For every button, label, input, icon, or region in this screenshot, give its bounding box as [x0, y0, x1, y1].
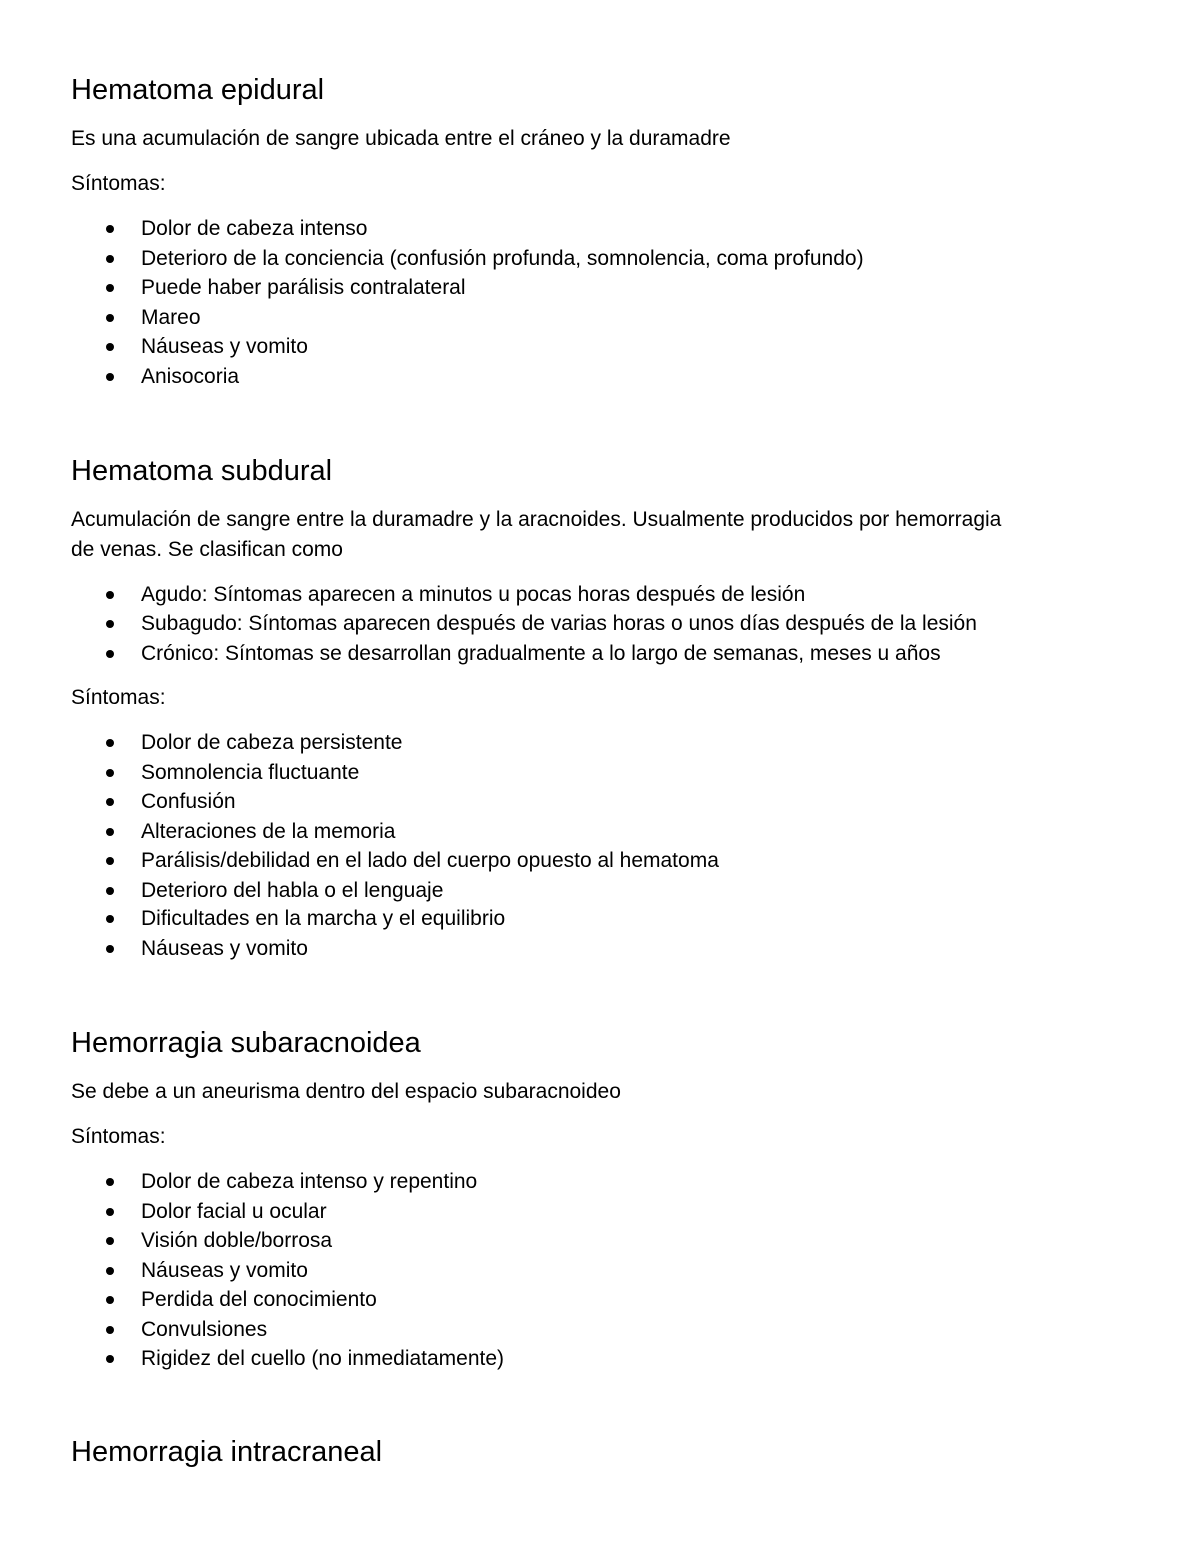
section-intro: de venas. Se clasifican como — [71, 538, 343, 561]
bullet-icon — [106, 620, 114, 628]
list-item: Dolor de cabeza persistente — [141, 731, 403, 754]
list-item: Náuseas y vomito — [141, 937, 308, 960]
section-intro: Es una acumulación de sangre ubicada entre el cráneo y la duramadre — [71, 127, 731, 150]
list-item: Parálisis/debilidad en el lado del cuerpo opuesto al hematoma — [141, 849, 719, 872]
symptoms-label: Síntomas: — [71, 686, 166, 709]
bullet-icon — [106, 857, 114, 865]
bullet-icon — [106, 828, 114, 836]
list-item: Dolor de cabeza intenso — [141, 217, 368, 240]
list-item: Somnolencia fluctuante — [141, 761, 360, 784]
list-item: Anisocoria — [141, 365, 240, 388]
bullet-icon — [106, 769, 114, 777]
list-item: Subagudo: Síntomas aparecen después de varias horas o unos días después de la lesión — [141, 612, 977, 635]
list-item: Agudo: Síntomas aparecen a minutos u pocas horas después de lesión — [141, 583, 806, 606]
bullet-icon — [106, 887, 114, 895]
bullet-icon — [106, 1326, 114, 1334]
section-intro: Se debe a un aneurisma dentro del espacio subaracnoideo — [71, 1080, 621, 1103]
list-item: Dolor facial u ocular — [141, 1200, 327, 1223]
bullet-icon — [106, 739, 114, 747]
list-item: Náuseas y vomito — [141, 1259, 308, 1282]
list-item: Dificultades en la marcha y el equilibrio — [141, 907, 506, 930]
bullet-icon — [106, 284, 114, 292]
list-item: Confusión — [141, 790, 236, 813]
symptoms-label: Síntomas: — [71, 172, 166, 195]
list-item: Deterioro de la conciencia (confusión profunda, somnolencia, coma profundo) — [141, 247, 864, 270]
section-heading-hemorragia-intracraneal: Hemorragia intracraneal — [71, 1436, 383, 1468]
bullet-icon — [106, 1237, 114, 1245]
section-heading-hematoma-epidural: Hematoma epidural — [71, 74, 325, 106]
section-heading-hematoma-subdural: Hematoma subdural — [71, 455, 333, 487]
list-item: Puede haber parálisis contralateral — [141, 276, 466, 299]
bullet-icon — [106, 255, 114, 263]
list-item: Convulsiones — [141, 1318, 268, 1341]
bullet-icon — [106, 591, 114, 599]
section-intro: Acumulación de sangre entre la duramadre y la aracnoides. Usualmente producidos por hemorragia — [71, 508, 1002, 531]
list-item: Visión doble/borrosa — [141, 1229, 333, 1252]
list-item: Perdida del conocimiento — [141, 1288, 377, 1311]
bullet-icon — [106, 798, 114, 806]
section-heading-hemorragia-subaracnoidea: Hemorragia subaracnoidea — [71, 1027, 421, 1059]
bullet-icon — [106, 650, 114, 658]
bullet-icon — [106, 1178, 114, 1186]
bullet-icon — [106, 945, 114, 953]
bullet-icon — [106, 1267, 114, 1275]
list-item: Deterioro del habla o el lenguaje — [141, 879, 444, 902]
list-item: Mareo — [141, 306, 201, 329]
bullet-icon — [106, 1296, 114, 1304]
list-item: Rigidez del cuello (no inmediatamente) — [141, 1347, 505, 1370]
bullet-icon — [106, 314, 114, 322]
symptoms-label: Síntomas: — [71, 1125, 166, 1148]
list-item: Náuseas y vomito — [141, 335, 308, 358]
bullet-icon — [106, 225, 114, 233]
list-item: Dolor de cabeza intenso y repentino — [141, 1170, 478, 1193]
bullet-icon — [106, 373, 114, 381]
bullet-icon — [106, 1208, 114, 1216]
list-item: Alteraciones de la memoria — [141, 820, 396, 843]
bullet-icon — [106, 915, 114, 923]
list-item: Crónico: Síntomas se desarrollan gradualmente a lo largo de semanas, meses u años — [141, 642, 941, 665]
bullet-icon — [106, 1355, 114, 1363]
bullet-icon — [106, 343, 114, 351]
